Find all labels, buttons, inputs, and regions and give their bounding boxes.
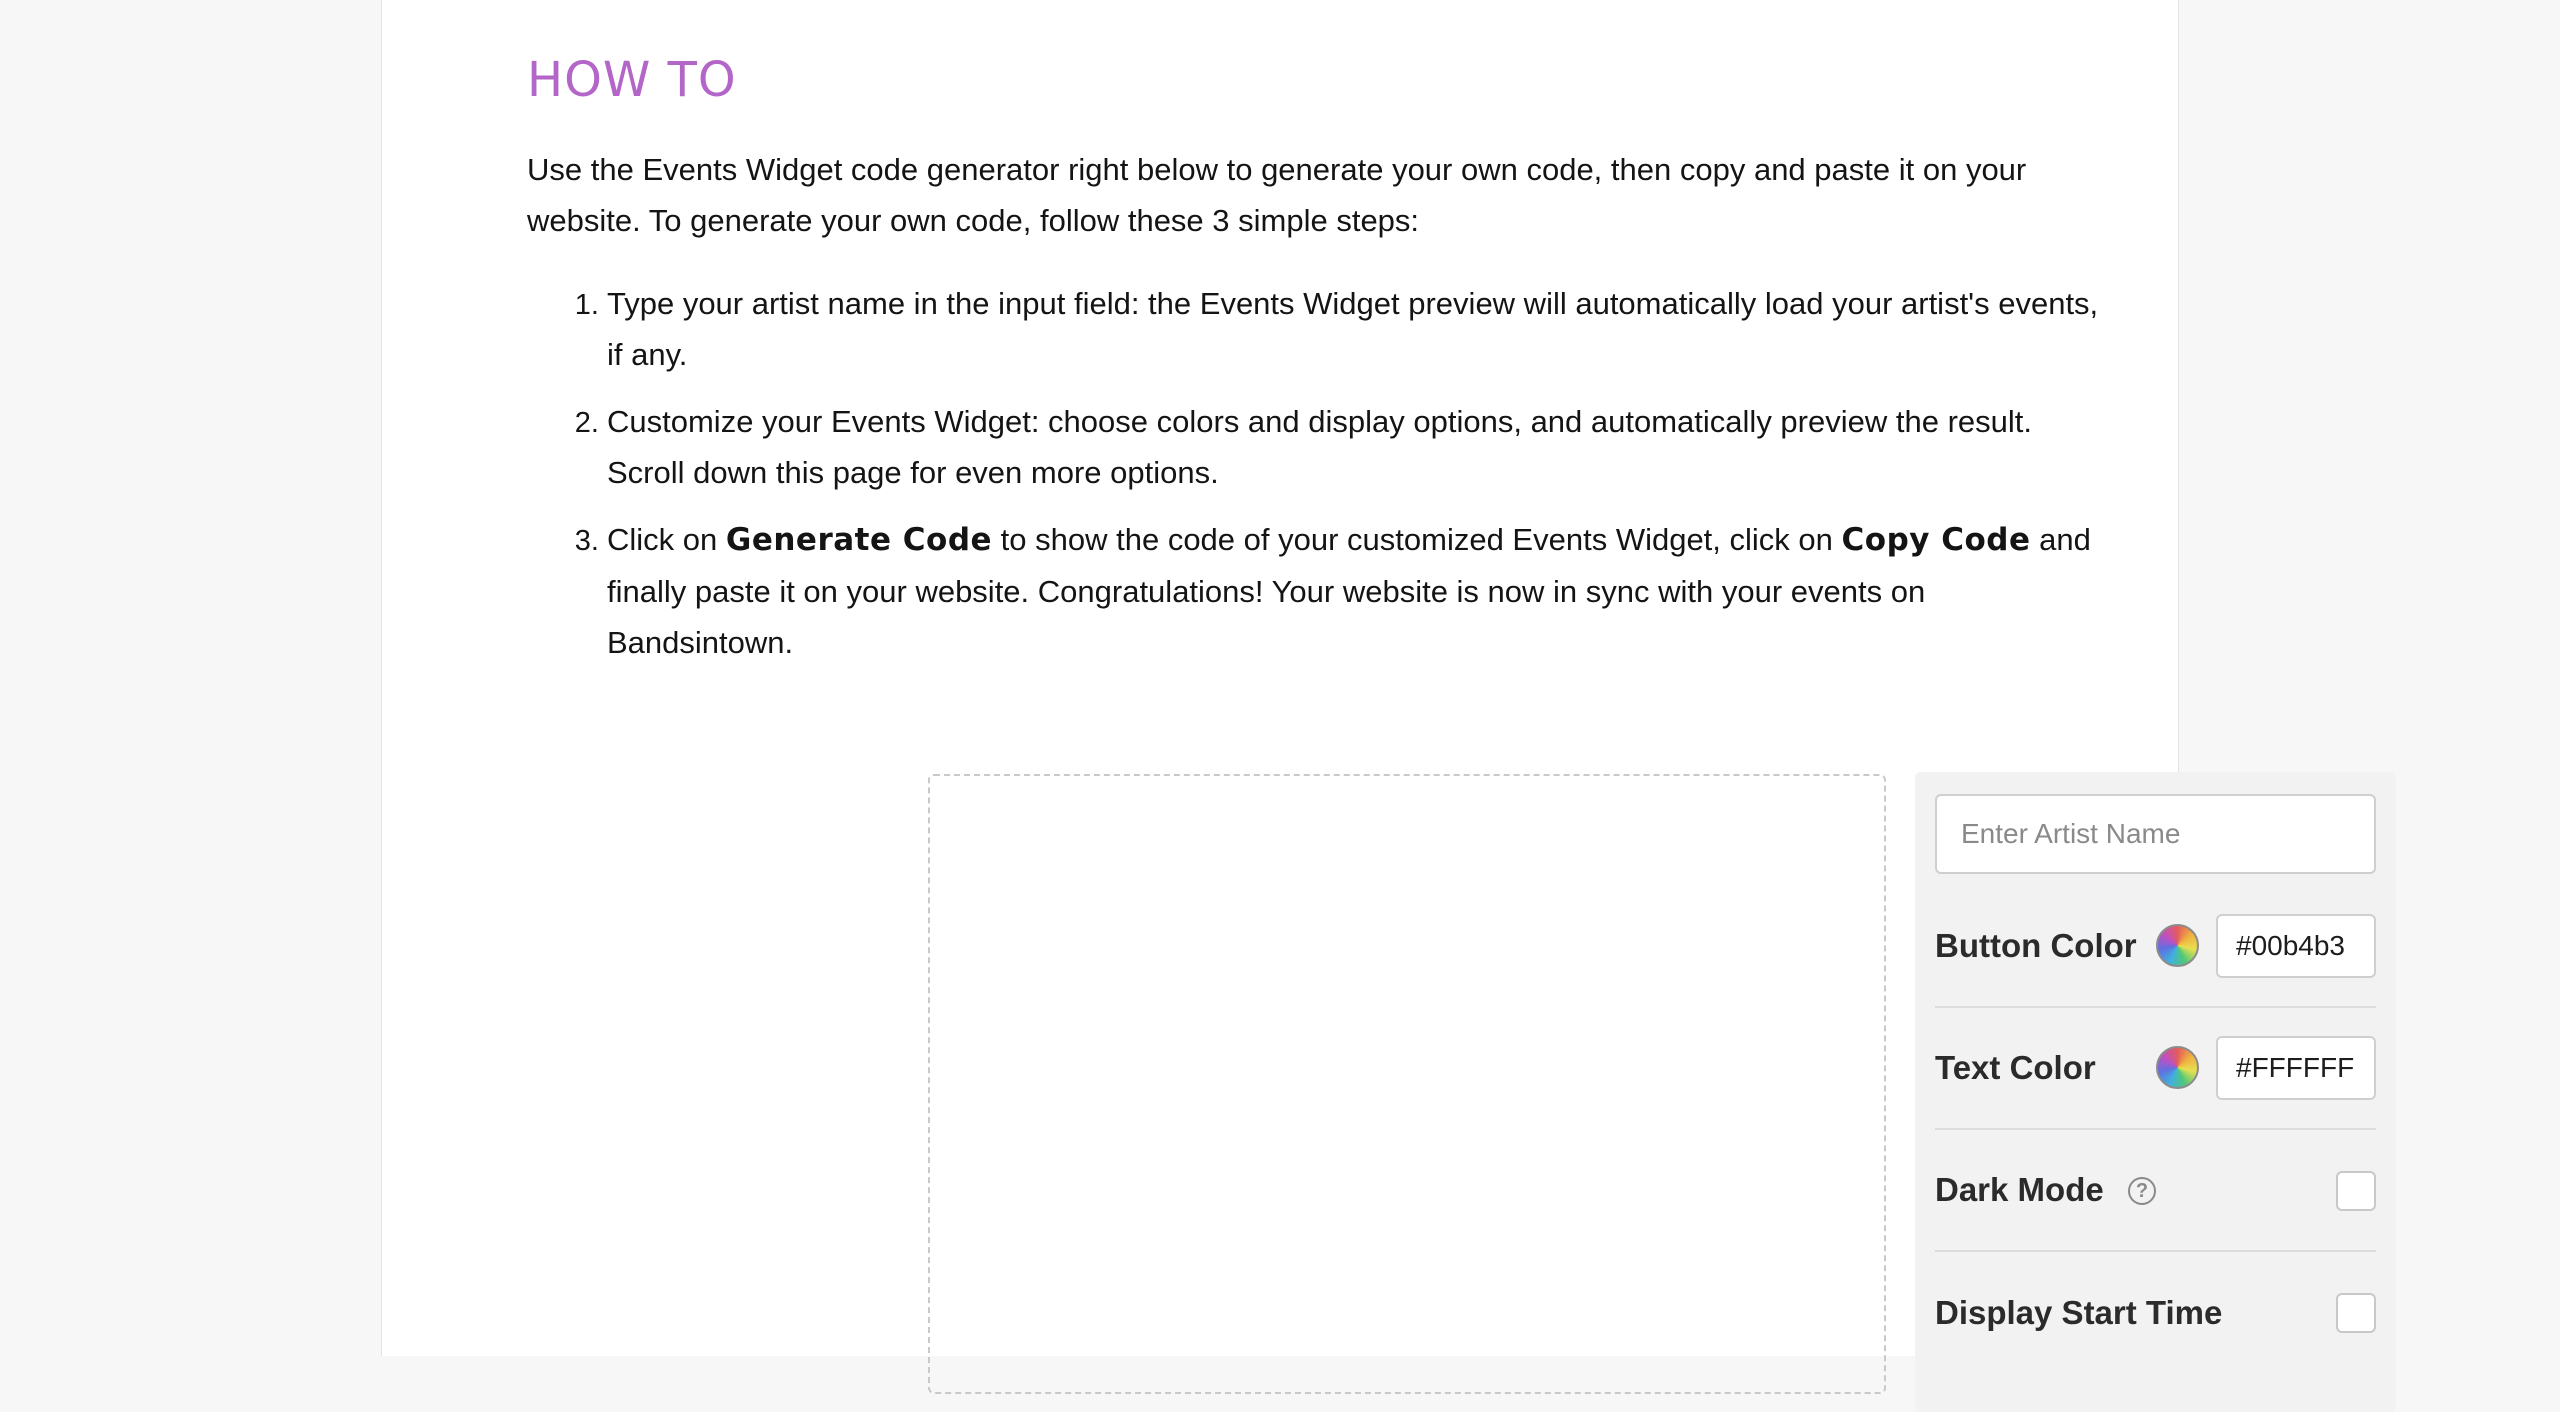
text-color-label: Text Color — [1935, 1049, 2096, 1086]
widget-settings-panel — [1915, 772, 2396, 1412]
step-3-text-post: and finally paste it on your website. Congratulations! Your website is now in sync with your events on Bandsintown. — [607, 522, 2091, 660]
step-item-3 — [607, 514, 2117, 668]
dark-mode-label: Dark Mode — [1935, 1171, 2104, 1208]
step-item-1 — [607, 278, 2117, 380]
copy-code-label: Copy Code — [1841, 522, 2031, 558]
page-container — [381, 0, 2223, 1356]
step-3-text-pre: Click on — [607, 522, 726, 557]
question-circle-icon[interactable]: ? — [2128, 1177, 2156, 1205]
display-start-time-label: Display Start Time — [1935, 1294, 2223, 1331]
display-start-time-checkbox[interactable] — [2336, 1293, 2376, 1333]
button-color-input[interactable] — [2216, 914, 2376, 978]
button-color-label: Button Color — [1935, 927, 2137, 964]
dark-mode-row — [1935, 1130, 2376, 1252]
dark-mode-checkbox[interactable] — [2336, 1171, 2376, 1211]
generate-code-label: Generate Code — [725, 522, 993, 558]
step-item-2 — [607, 396, 2117, 498]
artist-name-input[interactable] — [1935, 794, 2376, 874]
step-2-text: Customize your Events Widget: choose colors and display options, and automatically preview the result. Scroll down this page for even more options. — [607, 404, 2032, 490]
text-color-row — [1935, 1008, 2376, 1130]
step-1-text: Type your artist name in the input field: the Events Widget preview will automatically load your artist's events, if any. — [607, 286, 2099, 372]
text-color-input[interactable] — [2216, 1036, 2376, 1100]
step-3-text-mid: to show the code of your customized Events Widget, click on — [992, 522, 1842, 557]
color-wheel-icon[interactable] — [2156, 1046, 2199, 1089]
page-title: HOW TO — [527, 52, 737, 108]
button-color-row — [1935, 886, 2376, 1008]
color-wheel-icon[interactable] — [2156, 924, 2199, 967]
steps-list — [527, 278, 2117, 684]
widget-preview-area — [928, 774, 1886, 1394]
intro-paragraph: Use the Events Widget code generator right below to generate your own code, then copy and paste it on your website. To generate your own code, follow these 3 simple steps: — [527, 152, 2027, 238]
